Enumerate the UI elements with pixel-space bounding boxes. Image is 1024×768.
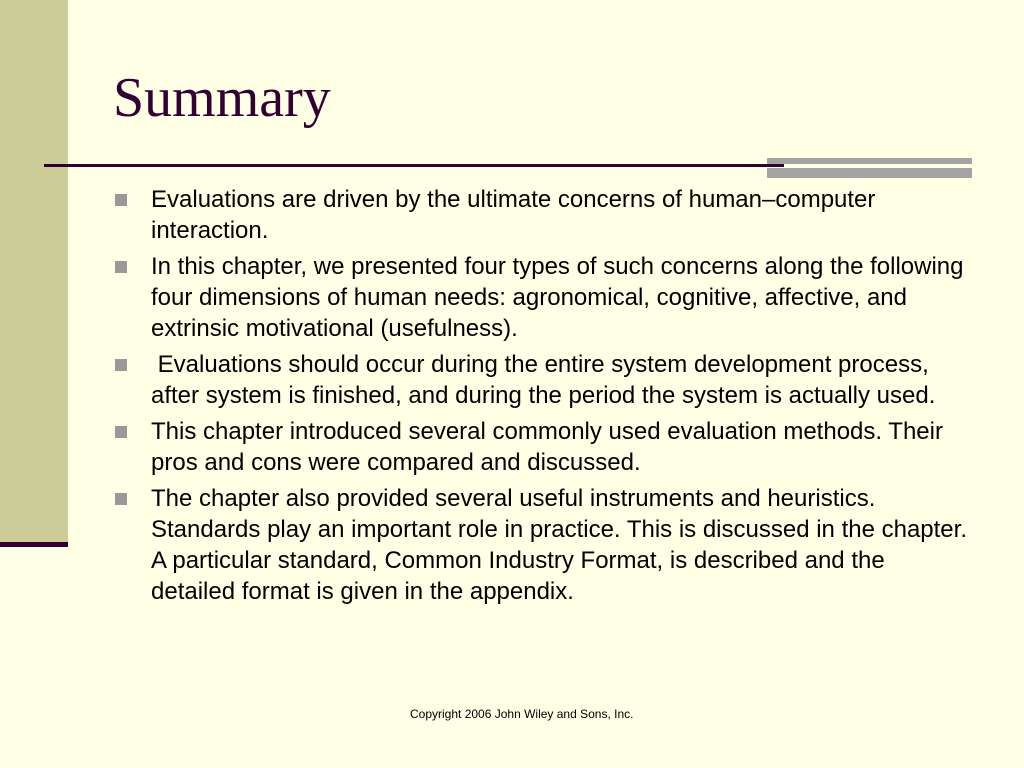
square-bullet-icon	[115, 426, 127, 438]
bullet-item	[113, 251, 973, 344]
copyright-footer: Copyright 2006 John Wiley and Sons, Inc.	[410, 707, 634, 721]
bullet-item	[113, 416, 973, 478]
square-bullet-icon	[115, 261, 127, 273]
title-divider-line	[44, 164, 784, 167]
divider-accent-bar-top	[767, 158, 972, 164]
divider-accent-bar-bottom	[767, 168, 972, 178]
bullet-text: In this chapter, we presented four types of such concerns along the following four dimensions of human needs: agronomical, cognitive, affective, and extrinsic motivational (usefulness).	[151, 253, 971, 342]
square-bullet-icon	[115, 359, 127, 371]
bullet-text: This chapter introduced several commonly used evaluation methods. Their pros and cons were compared and discussed.	[151, 418, 950, 476]
square-bullet-icon	[115, 194, 127, 206]
bullet-text: Evaluations are driven by the ultimate concerns of human–computer interaction.	[151, 186, 883, 244]
slide-title: Summary	[113, 67, 331, 129]
bullet-item	[113, 483, 973, 607]
bullet-item	[113, 184, 973, 246]
left-band-underline	[0, 542, 68, 547]
left-decorative-band	[0, 0, 68, 542]
bullet-text: The chapter also provided several useful instruments and heuristics. Standards play an important role in practice. This is discussed in the chapter. A particular standard, Common Industry Format, is described and the detailed format is given in the appendix.	[151, 485, 973, 605]
bullet-list	[113, 184, 973, 612]
bullet-text: Evaluations should occur during the entire system development process, after system is finished, and during the period the system is actually used.	[151, 351, 936, 409]
square-bullet-icon	[115, 493, 127, 505]
bullet-item	[113, 349, 973, 411]
